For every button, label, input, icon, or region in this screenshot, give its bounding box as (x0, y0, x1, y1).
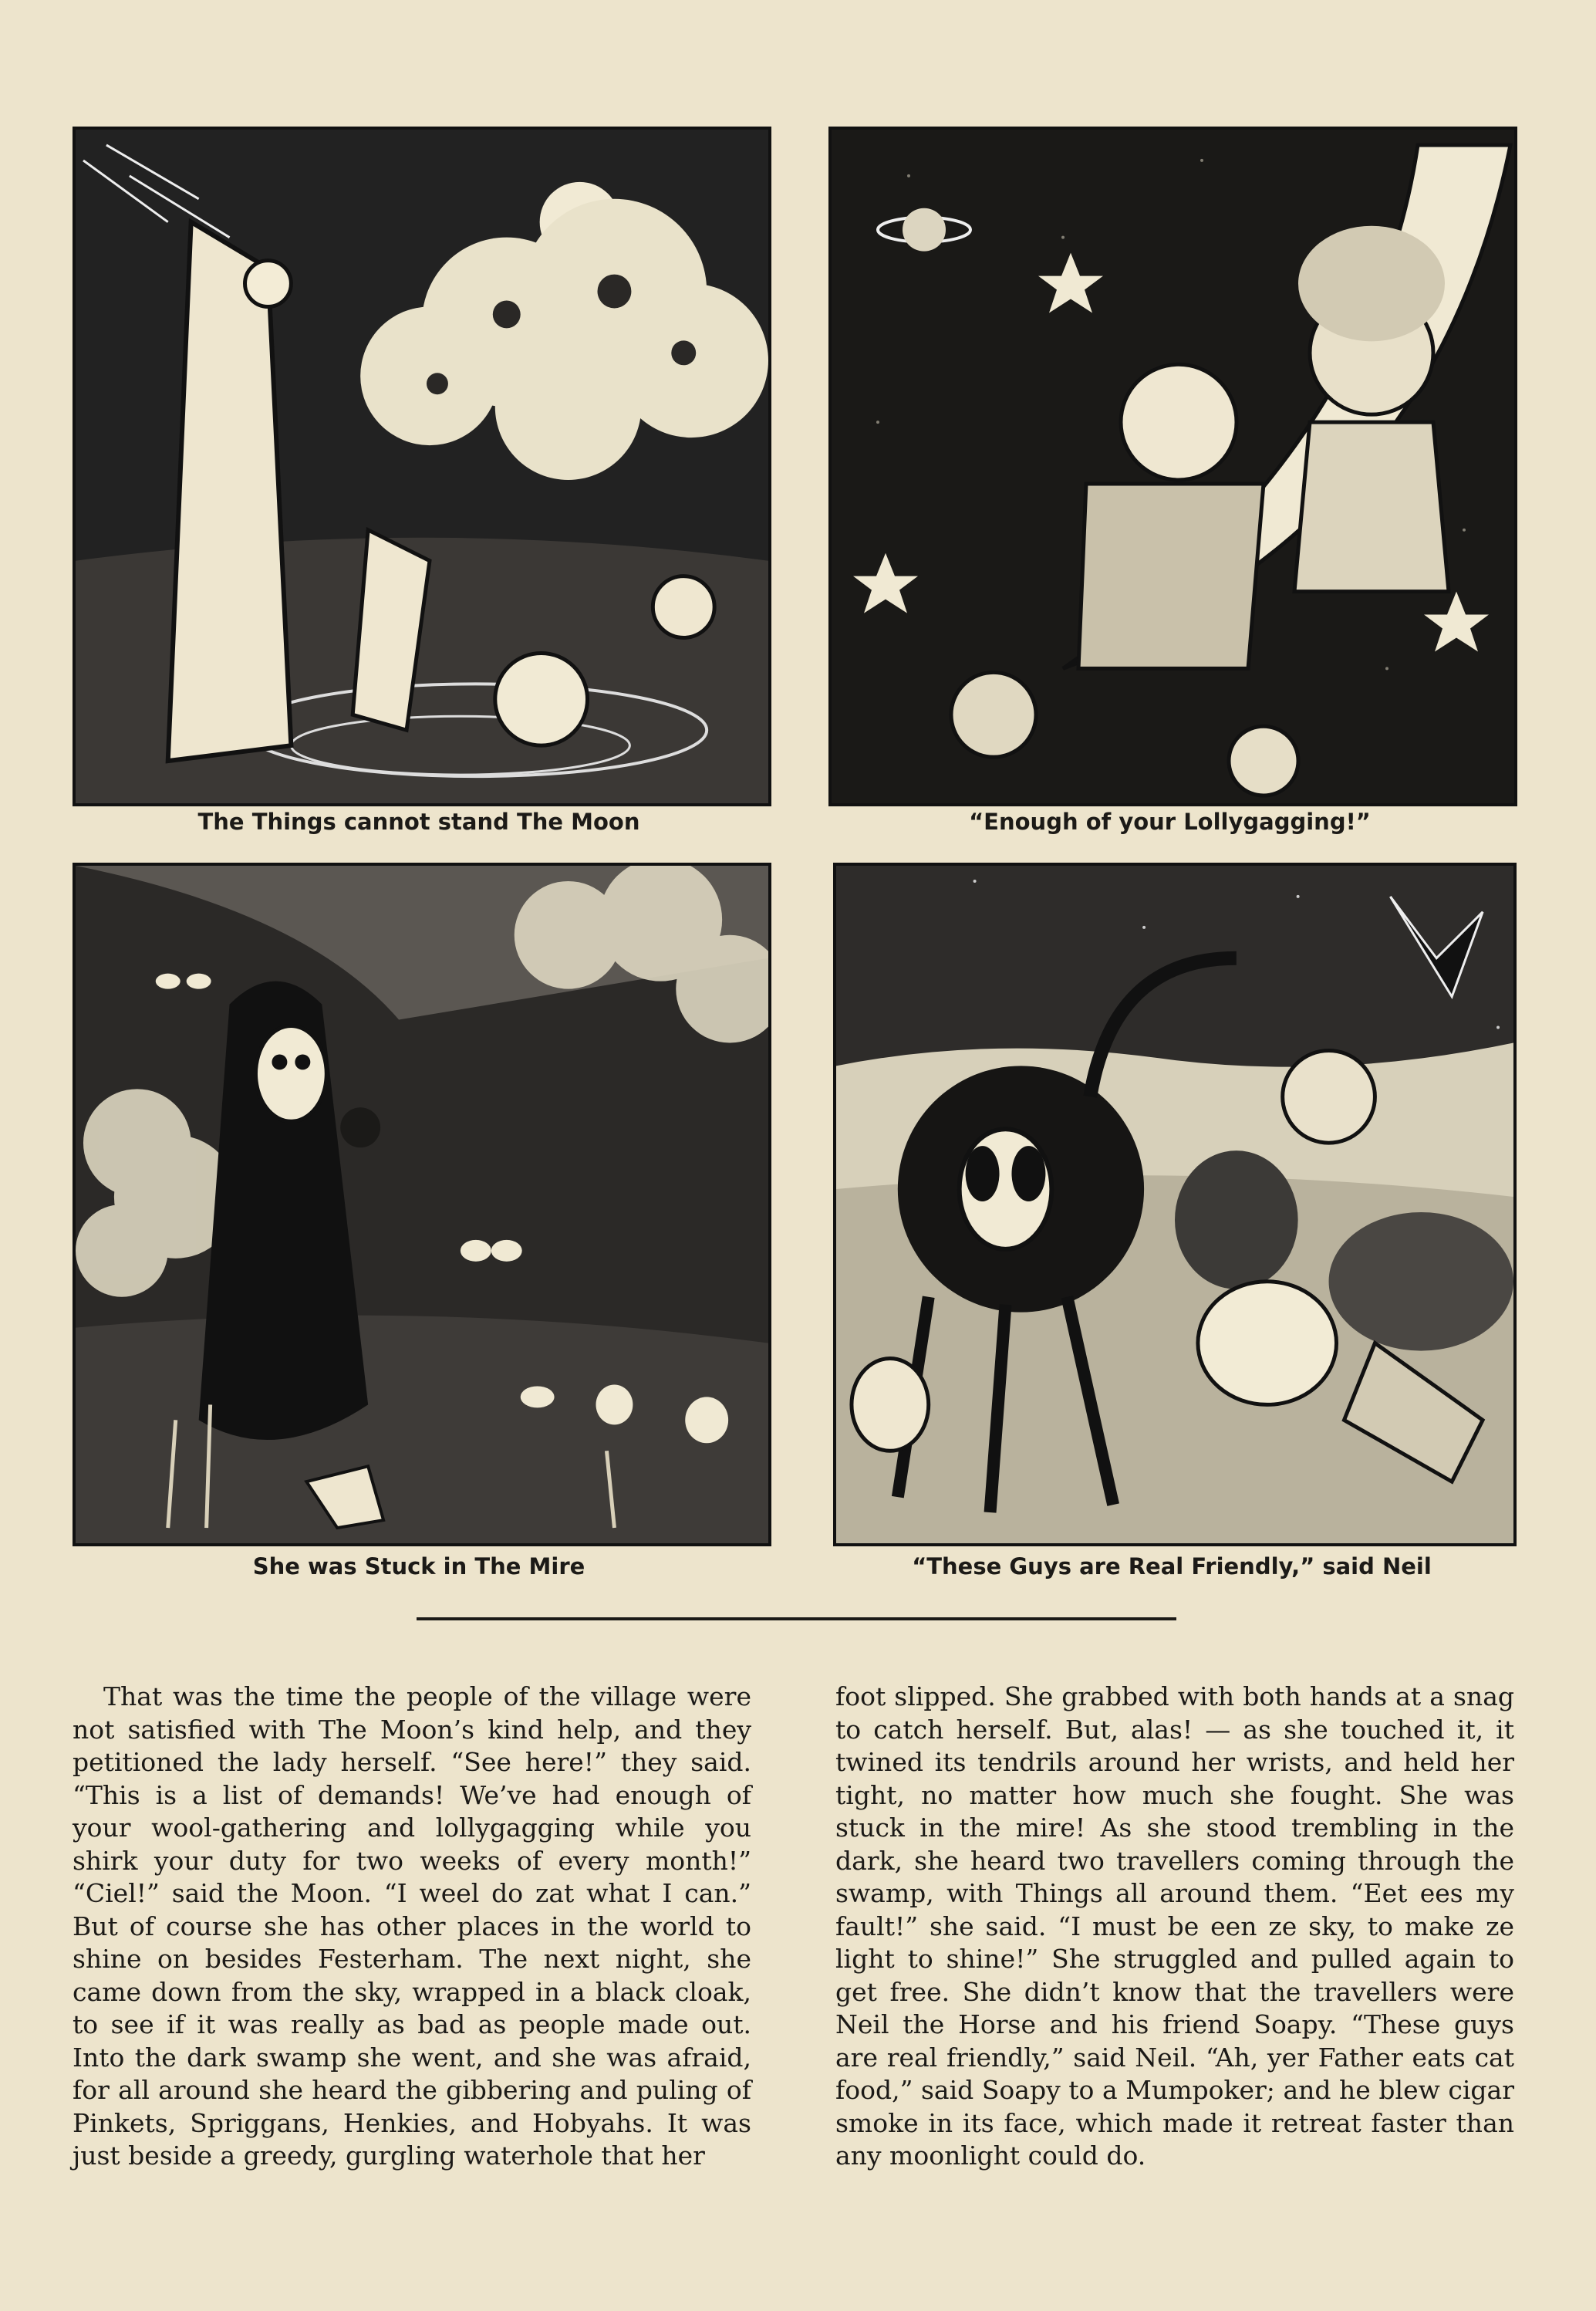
panel-moon-over-swamp (73, 127, 771, 806)
story-column-right (835, 1681, 1514, 2173)
panel-illustration-neil-soapy (836, 866, 1513, 1543)
panel-real-friendly (833, 863, 1517, 1546)
panel-illustration-crescent (832, 130, 1514, 803)
panel-caption: “Enough of your Lollygagging!” (969, 809, 1371, 835)
panel-moon-crescent (828, 127, 1517, 806)
panel-illustration-things (76, 130, 768, 803)
story-paragraph: foot slipped. She grabbed with both hands at a snag to catch herself. But, alas! — as she touched it, it twined its tendrils around her wrists, and held her tight, no matter how much she fought. She was stuck in the mire! As she stood trembling in the dark, she heard two travellers coming through the swamp, with Things all around them. “Eet ees my fault!” she said. “I must be een ze sky, to make ze light to shine!” She struggled and pulled again to get free. She didn’t know that the travellers were Neil the Horse and his friend Soapy. “These guys are real friendly,” said Neil. “Ah, yer Father eats cat food,” said Soapy to a Mumpoker; and he blew cigar smoke in its face, which made it retreat faster than any moonlight could do. (835, 1681, 1514, 2171)
panel-caption: She was Stuck in The Mire (252, 1553, 585, 1580)
panel-illustration-mire (76, 866, 768, 1543)
divider-rule (417, 1617, 1176, 1620)
panel-caption: “These Guys are Real Friendly,” said Neil (912, 1553, 1432, 1580)
panel-caption: The Things cannot stand The Moon (197, 809, 640, 835)
story-column-left (73, 1681, 751, 2173)
story-paragraph: That was the time the people of the village were not satisfied with The Moon’s kind help, and they petitioned the lady herself. “See here!” they said. “This is a list of demands! We’ve had enough of your wool-gathering and lollygagging while you shirk your duty for two weeks of every month!” “Ciel!” said the Moon. “I weel do zat what I can.” But of course she has other places in the world to shine on besides Festerham. The next night, she came down from the sky, wrapped in a black cloak, to see if it was really as bad as people made out. Into the dark swamp she went, and she was afraid, for all around she heard the gibbering and puling of Pinkets, Spriggans, Henkies, and Hobyahs. It was just beside a greedy, gurgling waterhole that her (73, 1681, 751, 2171)
panel-stuck-in-mire (73, 863, 771, 1546)
